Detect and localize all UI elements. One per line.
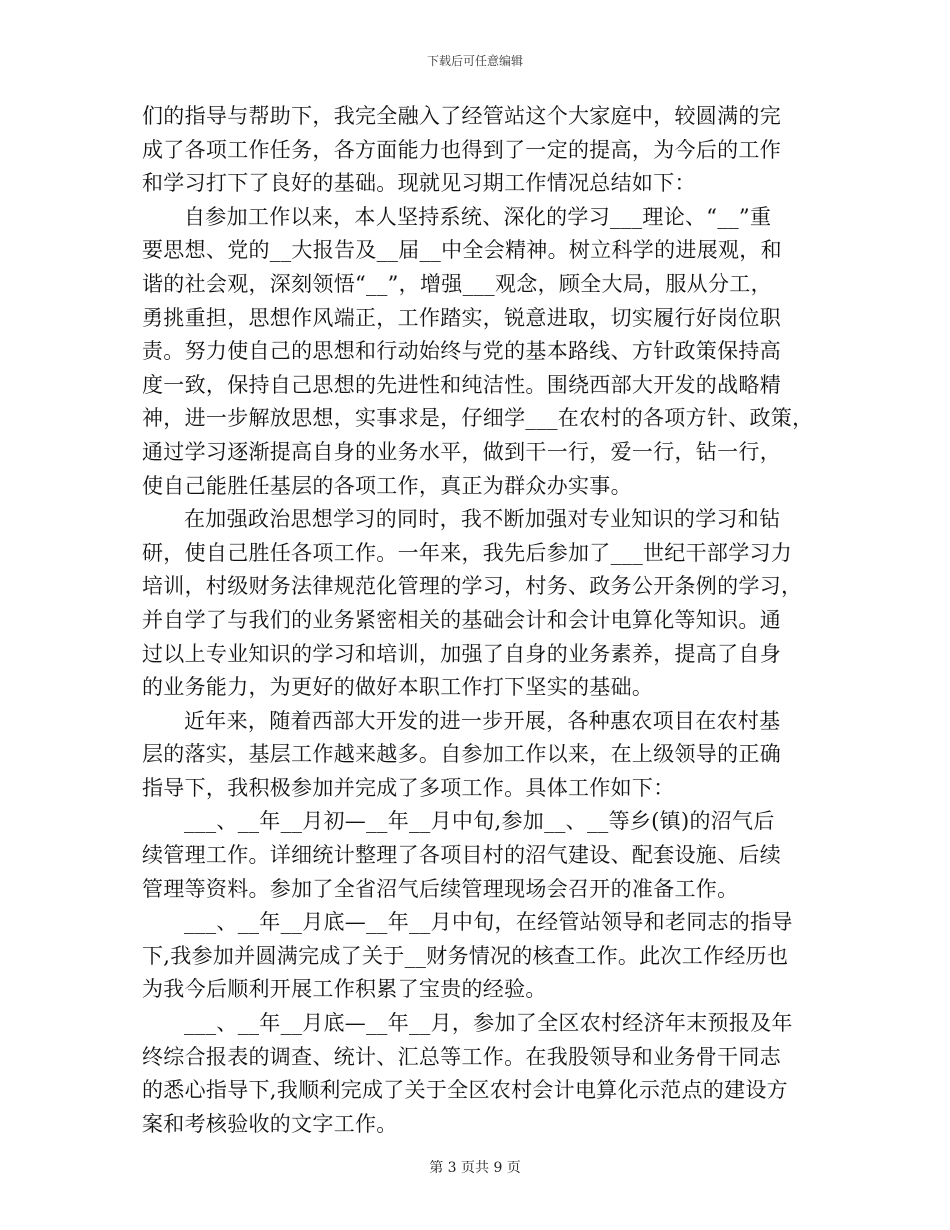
text-line: 使自己能胜任基层的各项工作，真正为群众办实事。 xyxy=(142,473,632,498)
text-line: 为我今后顺利开展工作积累了宝贵的经验。 xyxy=(142,977,547,1002)
document-body xyxy=(142,100,814,1141)
text-line: 续管理工作。详细统计整理了各项目村的沼气建设、配套设施、后续 xyxy=(142,843,781,868)
text-line: 谐的社会观，深刻领悟“__”，增强___观念，顾全大局，服从分工， xyxy=(142,271,772,296)
page-number: 第 3 页共 9 页 xyxy=(429,1160,521,1176)
paragraph-first-line: ___、__年__月底—__年__月中旬，在经管站领导和老同志的指导 xyxy=(184,910,793,935)
text-line: 下,我参加并圆满完成了关于__财务情况的核查工作。此次工作经历也 xyxy=(142,943,789,968)
text-line: 过以上专业知识的学习和培训，加强了自身的业务素养，提高了自身 xyxy=(142,641,781,666)
text-line: 层的落实，基层工作越来越多。自参加工作以来，在上级领导的正确 xyxy=(142,742,781,767)
text-line: 管理等资料。参加了全省沼气后续管理现场会召开的准备工作。 xyxy=(142,876,739,901)
paragraph-first-line: 近年来，随着西部大开发的进一步开展，各种惠农项目在农村基 xyxy=(184,708,781,733)
text-line: 们的指导与帮助下，我完全融入了经管站这个大家庭中，较圆满的完 xyxy=(142,104,781,128)
text-line: 培训，村级财务法律规范化管理的学习，村务、政务公开条例的学习， xyxy=(142,574,803,599)
page-header: 下载后可任意编辑 xyxy=(426,54,523,68)
text-line: 案和考核验收的文字工作。 xyxy=(142,1111,398,1136)
text-line: 勇挑重担，思想作风端正，工作踏实，锐意进取，切实履行好岗位职 xyxy=(142,305,781,330)
paragraph-first-line: 自参加工作以来，本人坚持系统、深化的学习___理论、“__”重 xyxy=(184,204,772,229)
text-line: 的业务能力，为更好的做好本职工作打下坚实的基础。 xyxy=(142,675,654,700)
text-line: 研，使自己胜任各项工作。一年来，我先后参加了___世纪干部学习力 xyxy=(142,540,793,565)
paragraph-first-line: ___、__年__月初—__年__月中旬,参加__、__等乡(镇)的沼气后 xyxy=(184,809,775,834)
text-line: 责。努力使自己的思想和行动始终与党的基本路线、方针政策保持高 xyxy=(142,339,781,364)
text-line: 度一致，保持自己思想的先进性和纯洁性。围绕西部大开发的战略精 xyxy=(142,372,781,397)
text-line: 指导下，我积极参加并完成了多项工作。具体工作如下： xyxy=(142,775,675,800)
text-line: 要思想、党的__大报告及__届__中全会精神。树立科学的进展观，和 xyxy=(142,238,782,263)
text-line: 的悉心指导下,我顺利完成了关于全区农村会计电算化示范点的建设方 xyxy=(142,1078,788,1103)
text-line: 和学习打下了良好的基础。现就见习期工作情况总结如下： xyxy=(142,171,696,196)
text-line: 神，进一步解放思想，实事求是，仔细学___在农村的各项方针、政策， xyxy=(142,406,814,431)
paragraph-first-line: ___、__年__月底—__年__月，参加了全区农村经济年末预报及年 xyxy=(184,1011,793,1036)
text-line: 成了各项工作任务，各方面能力也得到了一定的提高，为今后的工作 xyxy=(142,137,781,162)
text-line: 终综合报表的调查、统计、汇总等工作。在我股领导和业务骨干同志 xyxy=(142,1044,781,1069)
paragraph-first-line: 在加强政治思想学习的同时，我不断加强对专业知识的学习和钻 xyxy=(184,507,781,532)
text-line: 并自学了与我们的业务紧密相关的基础会计和会计电算化等知识。通 xyxy=(142,607,781,632)
text-line: 通过学习逐渐提高自身的业务水平，做到干一行，爱一行，钻一行， xyxy=(142,439,781,464)
